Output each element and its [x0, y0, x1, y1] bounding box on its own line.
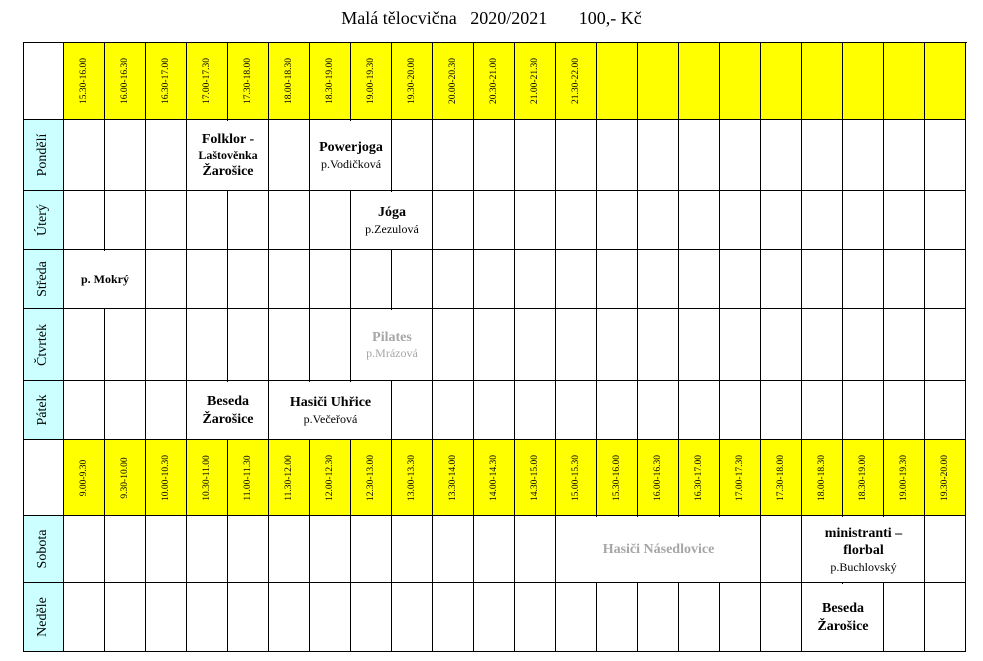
- schedule-cell: [556, 381, 597, 440]
- time-header-cell: [884, 42, 925, 120]
- time-header-cell: [351, 42, 392, 120]
- schedule-cell: [269, 250, 310, 309]
- schedule-cell: [638, 583, 679, 652]
- schedule-cell: [802, 309, 843, 381]
- schedule-event: [188, 121, 268, 190]
- schedule-cell: [474, 250, 515, 309]
- schedule-cell: [351, 516, 392, 583]
- schedule-event: [311, 121, 391, 190]
- time-header-cell: [187, 440, 228, 516]
- schedule-cell: [146, 583, 187, 652]
- page-title: Malá tělocvična 2020/2021 100,- Kč: [341, 8, 642, 28]
- schedule-cell: [64, 516, 105, 583]
- schedule-cell: [310, 191, 351, 250]
- day-label: Středa: [35, 261, 50, 297]
- event-text: Žarošice: [202, 164, 254, 179]
- time-slot-label: 15.30-16.00: [79, 57, 89, 104]
- schedule-cell: [515, 309, 556, 381]
- event-text: Žarošice: [202, 411, 254, 427]
- time-slot-label: 21.00-21.30: [530, 57, 540, 104]
- event-text: Žarošice: [817, 618, 869, 634]
- schedule-cell: [761, 583, 802, 652]
- day-label: Pondělí: [35, 133, 50, 177]
- schedule-cell: [884, 191, 925, 250]
- schedule-cell: [556, 583, 597, 652]
- schedule-event: [352, 310, 432, 380]
- time-header-cell: [310, 42, 351, 120]
- schedule-cell: [433, 250, 474, 309]
- schedule-cell: [925, 516, 966, 583]
- schedule-cell: [433, 516, 474, 583]
- time-slot-label: 20.00-20.30: [448, 57, 458, 104]
- time-header-cell: [925, 440, 966, 516]
- schedule-cell: [720, 120, 761, 191]
- schedule-cell: [64, 191, 105, 250]
- event-text: Beseda: [822, 601, 864, 616]
- schedule-cell: [310, 309, 351, 381]
- schedule-cell: [843, 250, 884, 309]
- time-header-cell: [802, 42, 843, 120]
- schedule-cell: [105, 516, 146, 583]
- schedule-cell: [269, 583, 310, 652]
- schedule-cell: [884, 381, 925, 440]
- schedule-cell: [843, 309, 884, 381]
- event-text: Folklor -: [201, 131, 255, 147]
- schedule-event: [803, 517, 924, 582]
- schedule-cell: [433, 381, 474, 440]
- schedule-cell: [515, 250, 556, 309]
- schedule-cell: [925, 250, 966, 309]
- day-label-cell: [23, 516, 64, 583]
- schedule-cell: [105, 191, 146, 250]
- schedule-cell: [228, 516, 269, 583]
- time-header-cell: [433, 440, 474, 516]
- schedule-cell: [720, 250, 761, 309]
- day-label: Úterý: [35, 204, 50, 236]
- schedule-event: [188, 382, 268, 439]
- schedule-cell: [433, 583, 474, 652]
- schedule-cell: [761, 516, 802, 583]
- schedule-cell: [679, 381, 720, 440]
- schedule-cell: [638, 120, 679, 191]
- time-slot-label: 9.00-9.30: [79, 459, 89, 496]
- schedule-cell: [720, 381, 761, 440]
- schedule-cell: [925, 381, 966, 440]
- time-slot-label: 19.30-20.00: [940, 454, 950, 501]
- time-header-cell: [679, 42, 720, 120]
- time-slot-label: 19.00-19.30: [899, 454, 909, 501]
- schedule-cell: [884, 120, 925, 191]
- time-slot-label: 19.00-19.30: [366, 57, 376, 104]
- schedule-event: [65, 251, 145, 308]
- time-header-cell: [310, 440, 351, 516]
- event-text: p.Mrázová: [366, 346, 418, 361]
- time-slot-label: 16.00-16.30: [120, 57, 130, 104]
- time-header-cell: [761, 42, 802, 120]
- time-slot-label: 12.30-13.00: [366, 454, 376, 501]
- schedule-cell: [64, 583, 105, 652]
- schedule-cell: [64, 309, 105, 381]
- schedule-cell: [761, 250, 802, 309]
- time-slot-label: 11.30-12.00: [284, 454, 294, 501]
- schedule-cell: [597, 120, 638, 191]
- time-slot-label: 18.30-19.00: [858, 454, 868, 501]
- schedule-cell: [802, 381, 843, 440]
- time-slot-label: 9.30-10.00: [120, 456, 130, 499]
- schedule-cell: [597, 309, 638, 381]
- schedule-cell: [802, 191, 843, 250]
- schedule-cell: [515, 516, 556, 583]
- schedule-cell: [515, 191, 556, 250]
- time-slot-label: 14.30-15.00: [530, 454, 540, 501]
- schedule-cell: [761, 309, 802, 381]
- schedule-cell: [187, 516, 228, 583]
- schedule-cell: [802, 120, 843, 191]
- event-text: p.Večeřová: [303, 411, 358, 426]
- schedule-cell: [761, 381, 802, 440]
- schedule-cell: [269, 120, 310, 191]
- event-text: Pilates: [372, 329, 412, 345]
- time-header-cell: [515, 440, 556, 516]
- schedule-cell: [351, 583, 392, 652]
- schedule-cell: [187, 250, 228, 309]
- time-header-cell: [843, 440, 884, 516]
- event-text: Hasiči Násedlovice: [602, 541, 715, 557]
- schedule-cell: [146, 250, 187, 309]
- schedule-cell: [433, 120, 474, 191]
- day-label-cell: [23, 583, 64, 652]
- time-slot-label: 13.30-14.00: [448, 454, 458, 501]
- schedule-cell: [884, 250, 925, 309]
- event-text: p.Buchlovský: [830, 559, 897, 574]
- schedule-cell: [884, 309, 925, 381]
- day-label-cell: [23, 191, 64, 250]
- time-slot-label: 12.00-12.30: [325, 454, 335, 501]
- schedule-cell: [679, 583, 720, 652]
- schedule-cell: [474, 309, 515, 381]
- schedule-cell: [474, 120, 515, 191]
- schedule-cell: [146, 191, 187, 250]
- day-label: Pátek: [35, 394, 50, 426]
- schedule-cell: [556, 309, 597, 381]
- event-text: Powerjoga: [319, 140, 383, 156]
- event-text: florbal: [843, 543, 884, 558]
- schedule-cell: [392, 250, 433, 309]
- schedule-cell: [556, 191, 597, 250]
- event-text: p.Zezulová: [365, 221, 419, 236]
- schedule-cell: [597, 191, 638, 250]
- schedule-cell: [64, 381, 105, 440]
- event-text: Hasiči Uhřice: [289, 395, 372, 411]
- time-slot-label: 16.30-17.00: [161, 57, 171, 104]
- time-header-cell: [64, 440, 105, 516]
- schedule-cell: [433, 191, 474, 250]
- schedule-cell: [105, 381, 146, 440]
- schedule-cell: [925, 120, 966, 191]
- schedule-cell: [720, 309, 761, 381]
- time-header-cell: [679, 440, 720, 516]
- time-header-cell: [556, 42, 597, 120]
- schedule-cell: [146, 120, 187, 191]
- schedule-cell: [310, 250, 351, 309]
- time-header-cell: [556, 440, 597, 516]
- schedule-cell: [843, 120, 884, 191]
- event-text: p.Vodičková: [320, 156, 382, 171]
- time-header-cell: [761, 440, 802, 516]
- schedule-cell: [679, 120, 720, 191]
- schedule-cell: [843, 381, 884, 440]
- schedule-cell: [638, 191, 679, 250]
- time-header-cell: [720, 440, 761, 516]
- schedule-cell: [720, 583, 761, 652]
- time-header-cell: [515, 42, 556, 120]
- event-text: ministranti –: [824, 525, 903, 541]
- schedule-cell: [597, 250, 638, 309]
- schedule-cell: [474, 516, 515, 583]
- time-header-cell: [843, 42, 884, 120]
- time-header-cell: [638, 42, 679, 120]
- schedule-cell: [146, 516, 187, 583]
- schedule-event: [557, 517, 760, 582]
- schedule-cell: [925, 191, 966, 250]
- schedule-cell: [146, 309, 187, 381]
- day-label-cell: [23, 381, 64, 440]
- time-slot-label: 18.00-18.30: [817, 454, 827, 501]
- schedule-table: [23, 42, 967, 652]
- time-header-cell: [392, 440, 433, 516]
- schedule-cell: [187, 583, 228, 652]
- schedule-cell: [597, 583, 638, 652]
- schedule-cell: [884, 583, 925, 652]
- time-slot-label: 20.30-21.00: [489, 57, 499, 104]
- schedule-cell: [310, 583, 351, 652]
- time-slot-label: 19.30-20.00: [407, 57, 417, 104]
- schedule-cell: [474, 583, 515, 652]
- time-header-cell: [228, 440, 269, 516]
- schedule-cell: [105, 583, 146, 652]
- schedule-cell: [228, 583, 269, 652]
- event-text: Laštověnka: [198, 148, 258, 162]
- schedule-cell: [433, 309, 474, 381]
- time-slot-label: 17.00-17.30: [202, 57, 212, 104]
- corner-cell: [23, 440, 64, 516]
- schedule-cell: [597, 381, 638, 440]
- time-slot-label: 15.00-15.30: [571, 454, 581, 501]
- schedule-event: [270, 382, 391, 439]
- time-header-cell: [802, 440, 843, 516]
- schedule-cell: [187, 309, 228, 381]
- time-slot-label: 16.30-17.00: [694, 454, 704, 501]
- time-header-cell: [228, 42, 269, 120]
- time-header-cell: [146, 42, 187, 120]
- time-slot-label: 17.00-17.30: [735, 454, 745, 501]
- day-label-cell: [23, 120, 64, 191]
- schedule-cell: [679, 309, 720, 381]
- schedule-event: [352, 192, 432, 249]
- event-text: p. Mokrý: [81, 272, 129, 286]
- schedule-cell: [269, 516, 310, 583]
- corner-cell: [23, 42, 64, 120]
- schedule-cell: [638, 309, 679, 381]
- time-slot-label: 17.30-18.00: [776, 454, 786, 501]
- schedule-cell: [228, 191, 269, 250]
- time-header-cell: [392, 42, 433, 120]
- schedule-cell: [556, 120, 597, 191]
- schedule-cell: [187, 191, 228, 250]
- day-label: Sobota: [35, 529, 50, 569]
- time-header-cell: [351, 440, 392, 516]
- schedule-cell: [761, 120, 802, 191]
- time-header-cell: [433, 42, 474, 120]
- time-slot-label: 15.30-16.00: [612, 454, 622, 501]
- schedule-cell: [925, 583, 966, 652]
- schedule-cell: [638, 250, 679, 309]
- schedule-cell: [474, 381, 515, 440]
- schedule-cell: [105, 309, 146, 381]
- day-label-cell: [23, 250, 64, 309]
- time-header-cell: [146, 440, 187, 516]
- schedule-cell: [515, 381, 556, 440]
- time-slot-label: 10.00-10.30: [161, 454, 171, 501]
- time-slot-label: 14.00-14.30: [489, 454, 499, 501]
- schedule-cell: [392, 381, 433, 440]
- schedule-cell: [843, 191, 884, 250]
- time-header-cell: [105, 42, 146, 120]
- schedule-cell: [925, 309, 966, 381]
- schedule-cell: [474, 191, 515, 250]
- schedule-cell: [392, 516, 433, 583]
- schedule-cell: [105, 120, 146, 191]
- time-header-cell: [638, 440, 679, 516]
- time-slot-label: 18.30-19.00: [325, 57, 335, 104]
- schedule-cell: [228, 250, 269, 309]
- time-header-cell: [105, 440, 146, 516]
- schedule-cell: [64, 120, 105, 191]
- schedule-cell: [679, 191, 720, 250]
- schedule-cell: [269, 191, 310, 250]
- schedule-cell: [761, 191, 802, 250]
- event-text: Beseda: [207, 394, 249, 409]
- time-slot-label: 21.30-22.00: [571, 57, 581, 104]
- time-slot-label: 10.30-11.00: [202, 454, 212, 501]
- schedule-cell: [679, 250, 720, 309]
- schedule-cell: [392, 120, 433, 191]
- time-header-cell: [269, 440, 310, 516]
- time-slot-label: 18.00-18.30: [284, 57, 294, 104]
- schedule-cell: [556, 250, 597, 309]
- time-header-cell: [884, 440, 925, 516]
- schedule-cell: [515, 583, 556, 652]
- schedule-cell: [228, 309, 269, 381]
- schedule-cell: [146, 381, 187, 440]
- time-slot-label: 16.00-16.30: [653, 454, 663, 501]
- schedule-cell: [392, 583, 433, 652]
- event-text: Jóga: [378, 205, 406, 221]
- time-slot-label: 17.30-18.00: [243, 57, 253, 104]
- time-header-cell: [597, 42, 638, 120]
- time-slot-label: 11.00-11.30: [243, 454, 253, 501]
- time-header-cell: [269, 42, 310, 120]
- day-label: Neděle: [35, 597, 50, 637]
- time-header-cell: [64, 42, 105, 120]
- time-slot-label: 13.00-13.30: [407, 454, 417, 501]
- schedule-event: [803, 584, 883, 651]
- schedule-cell: [269, 309, 310, 381]
- time-header-cell: [597, 440, 638, 516]
- schedule-cell: [351, 250, 392, 309]
- schedule-cell: [310, 516, 351, 583]
- day-label-cell: [23, 309, 64, 381]
- day-label: Čtvrtek: [35, 323, 50, 366]
- time-header-cell: [720, 42, 761, 120]
- time-header-cell: [187, 42, 228, 120]
- schedule-cell: [515, 120, 556, 191]
- time-header-cell: [925, 42, 966, 120]
- schedule-cell: [802, 250, 843, 309]
- schedule-cell: [720, 191, 761, 250]
- schedule-cell: [638, 381, 679, 440]
- time-header-cell: [474, 42, 515, 120]
- time-header-cell: [474, 440, 515, 516]
